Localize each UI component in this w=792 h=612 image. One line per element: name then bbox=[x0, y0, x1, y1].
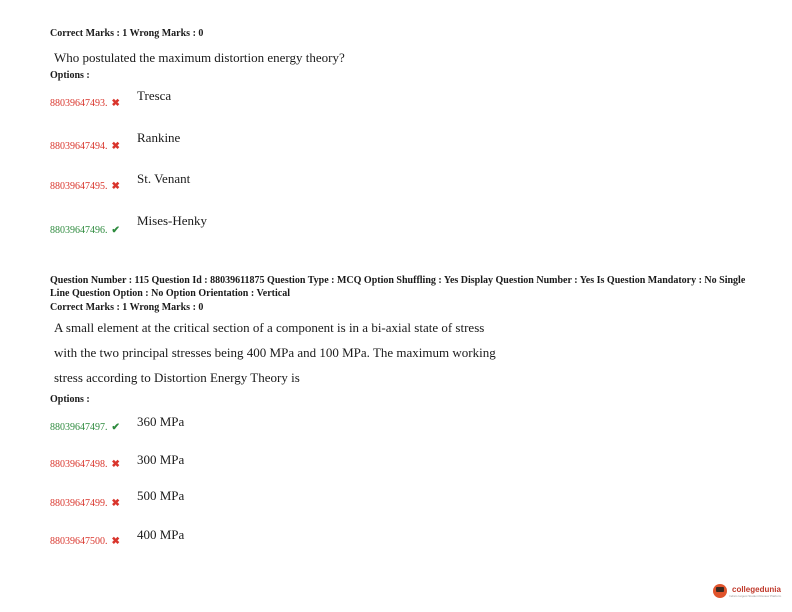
option-id-label: 88039647495. bbox=[50, 181, 108, 192]
q2-options-label: Options : bbox=[50, 394, 90, 405]
q2-question-line-1: A small element at the critical section of a component is in a bi-axial state of stress bbox=[54, 320, 485, 335]
q1-question-text: Who postulated the maximum distortion energy theory? bbox=[54, 50, 345, 65]
q1-option-1-id bbox=[50, 98, 120, 109]
q2-option-4-id bbox=[50, 536, 120, 547]
q2-option-3-id bbox=[50, 498, 120, 509]
check-icon: ✔ bbox=[111, 422, 120, 433]
q2-question-line-2: with the two principal stresses being 400 MPa and 100 MPa. The maximum working bbox=[54, 345, 496, 360]
q1-option-4-text: Mises-Henky bbox=[137, 213, 208, 228]
wrong-icon: ✖ bbox=[111, 536, 120, 547]
wrong-icon: ✖ bbox=[111, 98, 120, 109]
q1-option-3-text: St. Venant bbox=[137, 171, 191, 186]
option-id-label: 88039647494. bbox=[50, 141, 108, 152]
q2-option-1-id bbox=[50, 422, 120, 433]
q2-meta: Question Number : 115 Question Id : 88039611875 Question Type : MCQ Option Shuffling : Yes Display Question Number : Yes Is Question Mandatory : No Single Line Question Option : No Option Orientation : Vertical bbox=[50, 275, 746, 299]
collegedunia-logo bbox=[713, 584, 781, 598]
mascot-icon bbox=[713, 584, 727, 598]
q1-option-2-id bbox=[50, 141, 120, 152]
q1-option-1-text: Tresca bbox=[137, 88, 172, 103]
option-id-label: 88039647496. bbox=[50, 225, 108, 236]
check-icon: ✔ bbox=[111, 225, 120, 236]
option-id-label: 88039647497. bbox=[50, 422, 108, 433]
option-id-label: 88039647500. bbox=[50, 536, 108, 547]
wrong-icon: ✖ bbox=[111, 181, 120, 192]
q2-option-2-text: 300 MPa bbox=[137, 452, 185, 467]
q1-marks: Correct Marks : 1 Wrong Marks : 0 bbox=[50, 28, 204, 39]
q1-option-3-id bbox=[50, 181, 120, 192]
logo-wordmark bbox=[729, 585, 781, 598]
option-id-label: 88039647493. bbox=[50, 98, 108, 109]
q1-option-4-id bbox=[50, 225, 120, 236]
q2-option-1-text: 360 MPa bbox=[137, 414, 185, 429]
wrong-icon: ✖ bbox=[111, 498, 120, 509]
q1-option-2-text: Rankine bbox=[137, 130, 181, 145]
q2-question-line-3: stress according to Distortion Energy Theory is bbox=[54, 370, 300, 385]
q2-option-2-id bbox=[50, 459, 120, 470]
q1-options-label: Options : bbox=[50, 70, 90, 81]
q2-marks: Correct Marks : 1 Wrong Marks : 0 bbox=[50, 302, 204, 313]
q2-option-3-text: 500 MPa bbox=[137, 488, 185, 503]
logo-tagline: India's largest Student Review Platform bbox=[729, 593, 782, 598]
q2-option-4-text: 400 MPa bbox=[137, 527, 185, 542]
logo-name: collegedunia bbox=[732, 584, 781, 594]
wrong-icon: ✖ bbox=[111, 141, 120, 152]
wrong-icon: ✖ bbox=[111, 459, 120, 470]
option-id-label: 88039647499. bbox=[50, 498, 108, 509]
option-id-label: 88039647498. bbox=[50, 459, 108, 470]
